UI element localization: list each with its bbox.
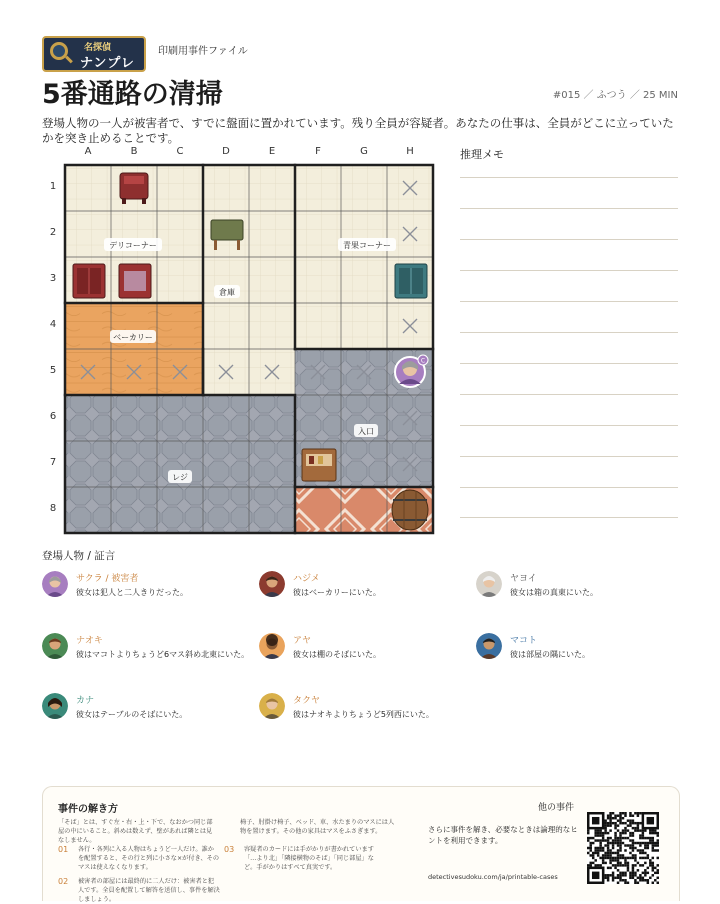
column-label: E — [268, 146, 276, 157]
step-text: 被害者の部屋には最終的に二人だけ：被害者と犯人です。全員を配置して解答を送信し、事件を解決しましょう。 — [78, 878, 220, 903]
character-card — [42, 693, 252, 743]
memo-line[interactable] — [460, 363, 678, 364]
room-label-entrance: 入口 — [358, 427, 374, 436]
page-subtitle: 印刷用事件ファイル — [158, 46, 248, 57]
memo-title: 推理メモ — [460, 148, 504, 161]
character-name: ハジメ — [293, 574, 320, 584]
how-to-intro: 「そば」とは、すぐ左・右・上・下で、なおかつ同じ部屋の中にいること。斜めは数えず、壁があれば隣とは見なしません。 — [58, 819, 213, 844]
memo-line[interactable] — [460, 487, 678, 488]
avatar — [476, 571, 502, 597]
memo-line[interactable] — [460, 301, 678, 302]
avatar — [42, 633, 68, 659]
character-card — [42, 571, 252, 621]
step-number: 01 — [58, 845, 69, 854]
cabinet-icon — [395, 264, 427, 298]
other-cases-url[interactable]: detectivesudoku.com/ja/printable-cases — [428, 873, 558, 881]
column-label: F — [315, 146, 321, 157]
row-label: 3 — [49, 273, 57, 284]
how-to-title: 事件の解き方 — [58, 804, 118, 815]
avatar — [259, 633, 285, 659]
how-to-intro-2: 椅子、肘掛け椅子、ベッド、車、水たまりのマスには人物を置けます。その他の家具はマスをふさぎます。 — [240, 819, 395, 835]
avatar — [42, 571, 68, 597]
room-label-storage: 倉庫 — [219, 288, 235, 297]
character-card — [42, 633, 252, 683]
memo-line[interactable] — [460, 332, 678, 333]
column-label: B — [130, 146, 138, 157]
character-statement: 彼はベーカリーにいた。 — [293, 588, 381, 597]
character-statement: 彼女は箱の真東にいた。 — [510, 588, 598, 597]
memo-line[interactable] — [460, 517, 678, 518]
character-statement: 彼はマコトよりちょうど6マス斜め北東にいた。 — [76, 650, 250, 659]
column-label: H — [406, 146, 414, 157]
counter-icon — [302, 449, 336, 481]
row-label: 5 — [49, 365, 57, 376]
qr-code-icon[interactable] — [587, 812, 659, 884]
character-name: サクラ / 被害者 — [76, 574, 139, 584]
room-label-deli: デリコーナー — [109, 241, 157, 250]
column-label: C — [176, 146, 184, 157]
character-card — [259, 693, 469, 743]
avatar — [259, 571, 285, 597]
memo-line[interactable] — [460, 456, 678, 457]
victim-badge: C — [420, 357, 426, 365]
character-statement: 彼女はテーブルのそばにいた。 — [76, 710, 188, 719]
step-text: 各行・各列に入る人物はちょうど一人だけ。誰かを配置すると、その行と列に小さな×が付き、そのマスは使えなくなります。 — [78, 846, 220, 871]
step-text: 容疑者のカードには手がかりが書かれています「…より北」「隣接横物のそば」「同じ部屋」など。手がかりはすべて真実です。 — [244, 846, 374, 871]
memo-line[interactable] — [460, 425, 678, 426]
step-number: 02 — [58, 877, 69, 886]
character-statement: 彼女は犯人と二人きりだった。 — [76, 588, 188, 597]
avatar — [476, 633, 502, 659]
row-label: 6 — [49, 411, 57, 422]
character-card — [259, 633, 469, 683]
intro-text: 登場人物の一人が被害者で、すでに盤面に置かれています。残り全員が容疑者。あなたの仕事は、全員がどこに立っていたかを突き止めることです。 — [42, 116, 674, 145]
logo-top-text: 名探偵 — [84, 43, 112, 53]
character-card — [476, 633, 686, 683]
character-name: マコト — [510, 636, 538, 646]
row-label: 1 — [49, 181, 57, 192]
memo-line[interactable] — [460, 270, 678, 271]
character-statement: 彼はナオキよりちょうど5列西にいた。 — [293, 710, 434, 719]
character-statement: 彼は部屋の隅にいた。 — [510, 650, 590, 659]
room-label-register: レジ — [172, 473, 188, 482]
memo-line[interactable] — [460, 394, 678, 395]
other-cases-title: 他の事件 — [538, 803, 575, 813]
room-label-produce: 青果コーナー — [343, 241, 391, 250]
column-label: D — [222, 146, 230, 157]
row-label: 8 — [49, 503, 57, 514]
box-icon — [119, 264, 151, 298]
memo-line[interactable] — [460, 239, 678, 240]
character-card — [259, 571, 469, 621]
room-label-bakery: ベーカリー — [113, 333, 153, 342]
column-label: A — [84, 146, 92, 157]
characters-section-title: 登場人物 / 証言 — [42, 550, 116, 562]
character-name: アヤ — [293, 636, 312, 646]
case-meta: #015 ／ ふつう ／ 25 MIN — [552, 90, 678, 101]
other-cases-text: さらに事件を解き、必要なときは論理的なヒントを利用できます。 — [428, 825, 578, 845]
page-title: 5番通路の清掃 — [42, 79, 223, 110]
character-statement: 彼女は棚のそばにいた。 — [293, 650, 381, 659]
character-name: ヤヨイ — [510, 574, 537, 584]
row-label: 2 — [49, 227, 57, 238]
memo-line[interactable] — [460, 177, 678, 178]
row-label: 4 — [49, 319, 57, 330]
column-label: G — [360, 146, 368, 157]
character-card — [476, 571, 686, 621]
character-name: タクヤ — [293, 696, 321, 706]
shelf-icon — [73, 264, 105, 298]
chair-icon — [120, 173, 148, 204]
step-number: 03 — [224, 845, 235, 854]
logo-bottom-text: ナンプレ — [80, 56, 135, 71]
avatar — [42, 693, 68, 719]
character-name: ナオキ — [76, 636, 103, 646]
character-name: カナ — [76, 696, 95, 706]
barrel-icon — [392, 490, 428, 530]
row-label: 7 — [49, 457, 57, 468]
avatar — [259, 693, 285, 719]
memo-line[interactable] — [460, 208, 678, 209]
